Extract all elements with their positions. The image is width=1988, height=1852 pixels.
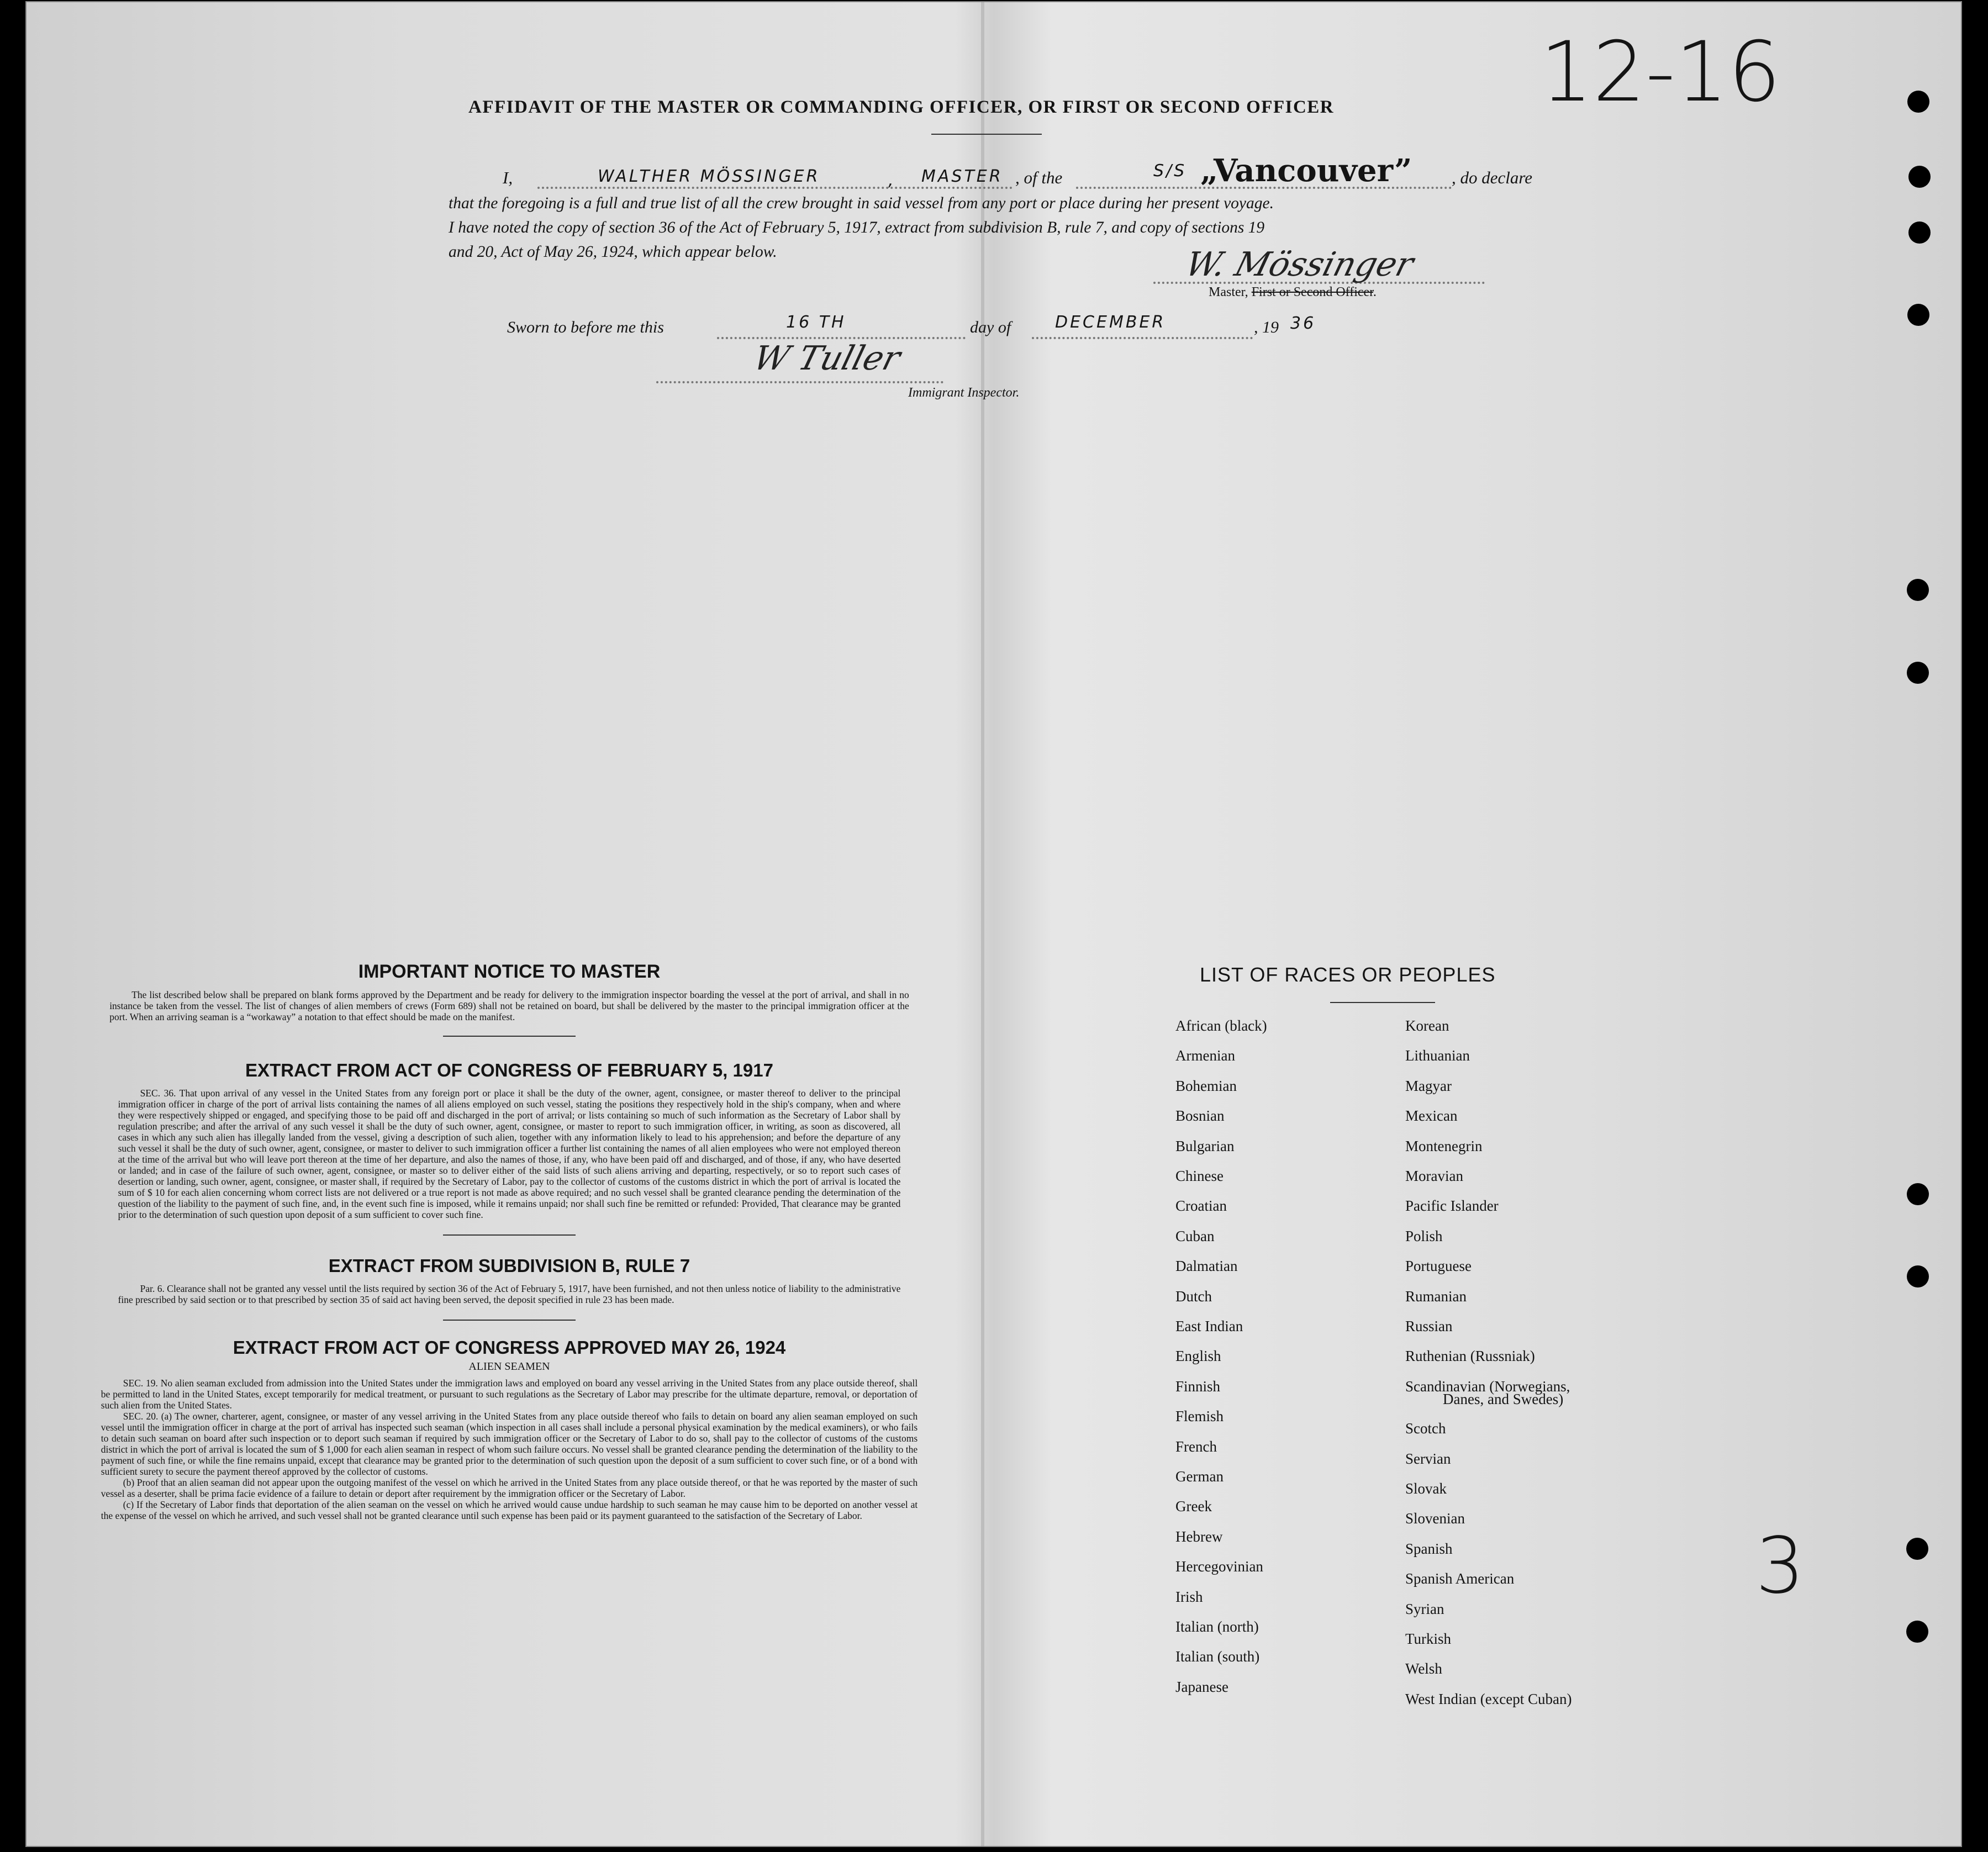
comma: , (888, 171, 896, 190)
declaration-line: and 20, Act of May 26, 1924, which appear below. (449, 243, 777, 261)
declare-label: , do declare (1452, 168, 1533, 187)
punch-hole (1907, 1265, 1929, 1288)
declaration-prefix: I, (503, 168, 513, 187)
of-the-label: , of the (1015, 168, 1063, 187)
master-signature: W. Mössinger (1181, 245, 1418, 284)
race-item: Servian (1405, 1450, 1451, 1467)
race-item: Italian (south) (1175, 1648, 1260, 1665)
extract-1924-title: EXTRACT FROM ACT OF CONGRESS APPROVED MAY 26, 1924 (233, 1337, 786, 1358)
extract-rule7-title: EXTRACT FROM SUBDIVISION B, RULE 7 (328, 1255, 690, 1276)
race-item: Spanish American (1405, 1570, 1515, 1587)
punch-hole (1907, 579, 1929, 601)
day-field: 16 TH (786, 313, 846, 332)
race-item: Lithuanian (1405, 1047, 1470, 1064)
race-item: French (1175, 1438, 1217, 1455)
race-item: Turkish (1405, 1631, 1452, 1647)
divider (443, 1234, 576, 1236)
declaration-line: I have noted the copy of section 36 of the Act of February 5, 1917, extract from subdivision B, rule 7, and copy of sections 19 (449, 219, 1265, 236)
punch-hole (1908, 166, 1931, 188)
race-item: Japanese (1175, 1678, 1228, 1695)
divider (443, 1320, 576, 1321)
race-item: Bulgarian (1175, 1137, 1235, 1154)
inspector-signature-line (656, 381, 943, 383)
race-item: Magyar (1405, 1077, 1452, 1094)
race-item: Croatian (1175, 1197, 1227, 1215)
punch-hole (1907, 304, 1929, 326)
race-item: West Indian (except Cuban) (1405, 1690, 1572, 1707)
extract-1924-sec20b: (b) Proof that an alien seaman did not appear upon the outgoing manifest of the vessel on which he arrived in the United States from any place outside thereof, or that he was reported by the master of such vessel as a deserter, shall be prima facie evidence of a failure to detain or deport after requirement by the immigration officer or the Secretary of Labor. (101, 1477, 918, 1499)
year-field: 36 (1290, 314, 1316, 333)
race-item: German (1175, 1468, 1224, 1485)
race-item: Rumanian (1405, 1288, 1467, 1305)
divider (1330, 1002, 1435, 1003)
race-item: Moravian (1405, 1168, 1463, 1184)
race-item: African (black) (1175, 1017, 1267, 1034)
month-field: DECEMBER (1055, 313, 1166, 332)
race-item: Scotch (1405, 1420, 1446, 1437)
ship-prefix-field: S/S (1153, 161, 1187, 181)
divider (931, 134, 1042, 135)
race-item: Chinese (1175, 1168, 1224, 1184)
race-item: Slovak (1405, 1480, 1447, 1497)
extract-1924-sec20c: (c) If the Secretary of Labor finds that deportation of the alien seaman on the vessel on which he arrived would cause undue hardship to such seaman he may cause him to be deported on another vessel at the expense of the vessel on which he arrived, and such vessel shall not be granted clearance until such expense has been paid or its payment guaranteed to the satisfaction of the Secretary of Labor. (101, 1499, 918, 1521)
master-caption (1209, 285, 1377, 300)
race-item: Russian (1405, 1318, 1453, 1334)
race-item: Pacific Islander (1405, 1197, 1499, 1215)
race-item: Finnish (1175, 1378, 1221, 1395)
extract-1924-subtitle: ALIEN SEAMEN (468, 1360, 550, 1373)
punch-hole (1906, 1538, 1928, 1560)
race-item: Armenian (1175, 1047, 1235, 1064)
punch-hole (1907, 91, 1929, 113)
punch-hole (1908, 221, 1931, 244)
page-number-annotation: 12-16 (1540, 24, 1781, 120)
inspector-signature: W Tuller (749, 339, 905, 378)
punch-hole (1906, 1621, 1928, 1643)
master-name-field: WALTHER MÖSSINGER (598, 167, 820, 186)
race-item: Cuban (1175, 1227, 1215, 1244)
master-caption-prefix: Master, (1209, 285, 1248, 299)
race-item: Italian (north) (1175, 1618, 1259, 1635)
master-caption-suffix: . (1373, 285, 1377, 299)
race-item: Flemish (1175, 1408, 1224, 1425)
punch-hole (1907, 662, 1929, 684)
declaration-line: that the foregoing is a full and true list of all the crew brought in said vessel from any port or place during her present voyage. (449, 194, 1274, 212)
extract-1924-sec19: SEC. 19. No alien seaman excluded from admission into the United States under the immigration laws and employed on board any vessel arriving in the United States from any place outside thereof, shall be permitted to land in the United States, except temporarily for medical treatment, or pursuant to such regulations as the Secretary of Labor may prescribe for the ultimate departure, removal, or deportation of such alien from the United States. (101, 1378, 918, 1411)
extract-rule7-body: Par. 6. Clearance shall not be granted any vessel until the lists required by section 36 of the Act of February 5, 1917, have been furnished, and not then unless notice of liability to the administrative fine prescribed by said section or to that prescribed by section 35 of said act having been served, the deposit specified in rule 23 has been made. (118, 1283, 901, 1305)
race-item: Hebrew (1175, 1528, 1223, 1545)
extract-1924-sec20a: SEC. 20. (a) The owner, charterer, agent, consignee, or master of any vessel arriving in the United States from any place outside thereof who fails to detain on board any alien seaman employed on such vessel until the immigration officer in charge at the port of arrival has inspected such seaman (which inspection in all cases shall include a personal physical examination by the medical examiners), or who fails to detain such seaman on board after such inspection or to deport such seaman if required by such immigration officer or the Secretary of Labor to do so, shall pay to the collector of customs of the customs district in which the port of arrival is located the sum of $ 1,000 for each alien seaman in respect of whom such failure occurs. No vessel shall be granted clearance pending the determination of the liability to the payment of such fine, or while the fine remains unpaid, except that clearance may be granted prior to the determination of such question upon the deposit of a sum sufficient to cover such fine, or of a bond with sufficient surety to secure the payment thereof approved by the collector of customs. (101, 1411, 918, 1477)
race-item: Bohemian (1175, 1077, 1237, 1094)
month-line (1032, 337, 1253, 339)
race-item: Slovenian (1405, 1510, 1465, 1527)
race-item: Portuguese (1405, 1258, 1472, 1275)
extract-1917-title: EXTRACT FROM ACT OF CONGRESS OF FEBRUARY 5, 1917 (245, 1060, 773, 1080)
race-item: Hercegovinian (1175, 1558, 1263, 1575)
affidavit-title: AFFIDAVIT OF THE MASTER OR COMMANDING OFFICER, OR FIRST OR SECOND OFFICER (468, 97, 1335, 117)
extract-1917-body: SEC. 36. That upon arrival of any vessel in the United States from any foreign port or place it shall be the duty of the owner, agent, consignee, or master thereof to deliver to the principal immigration officer in charge of the port of arrival lists containing the names of all aliens employed on such vessel, stating the positions they respectively hold in the ship's company, when and where they were respectively shipped or engaged, and specifying those to be paid off and discharged in the port of arrival; or lists containing so much of such information as the Secretary of Labor shall by regulation prescribe; and after the arrival of any such vessel it shall be the duty of such owner, agent, consignee, or master to report to such immigration officer, in writing, as soon as discovered, all cases in which any such alien has illegally landed from the vessel, giving a description of such alien, together with any information likely to lead to his apprehension; and before the departure of any such vessel it shall be the duty of such owner, agent, consignee, or master to deliver to such immigration officer a further list containing the names of all alien employees who were not employed thereon at the time of the arrival but who will leave port thereon at the time of her departure, and also the names of those, if any, who have been paid off and discharged, and of those, if any, who have deserted or landed; and in case of the failure of such owner, agent, consignee, or master so to deliver either of the said lists of such aliens arriving and departing, respectively, or so to report such cases of desertion or landing, such owner, agent, consignee, or master shall, if required by the Secretary of Labor, pay to the collector of customs of the customs district in which the port of arrival is located the sum of $ 10 for each alien concerning whom correct lists are not delivered or a true report is not made as above required; and no such vessel shall be granted clearance pending the determination of the question of the liability to the payment of such fine, and, in the event such fine is imposed, while it remains unpaid; nor shall such fine be remitted or refunded: Provided, That clearance may be granted prior to the determination of such question upon deposit of a sum sufficient to cover such fine. (118, 1088, 901, 1220)
race-item: Mexican (1405, 1107, 1458, 1125)
races-title: LIST OF RACES OR PEOPLES (1200, 963, 1496, 986)
race-item: Korean (1405, 1017, 1449, 1034)
notice-body: The list described below shall be prepared on blank forms approved by the Department and be ready for delivery to the immigration inspector boarding the vessel at the port of arrival, and shall in no instance be taken from the vessel. The list of changes of alien members of crews (Form 689) shall not be retained on board, but shall be delivered by the master to the principal immigration officer at the port. When an arriving seaman is a “workaway” a notation to that effect should be made on the manifest. (109, 989, 909, 1022)
race-item: Greek (1175, 1498, 1212, 1515)
inspector-caption: Immigrant Inspector. (908, 386, 1020, 400)
legal-notices (84, 961, 935, 1521)
race-item: Polish (1405, 1227, 1443, 1244)
divider (443, 1036, 576, 1037)
master-title-field: MASTER (921, 167, 1003, 186)
race-item: Welsh (1405, 1660, 1442, 1677)
sworn-prefix: Sworn to before me this (507, 318, 664, 336)
fold-line (981, 2, 984, 1847)
race-item: Syrian (1405, 1600, 1444, 1617)
master-caption-struck: First or Second Officer (1251, 285, 1373, 299)
race-item: Scandinavian (Norwegians, (1405, 1378, 1570, 1395)
race-item: Bosnian (1175, 1107, 1225, 1125)
ship-name-field: „Vancouver” (1200, 152, 1412, 189)
race-item: Dutch (1175, 1288, 1212, 1305)
race-item: Dalmatian (1175, 1258, 1238, 1275)
page-number-annotation: 3 (1755, 1521, 1805, 1611)
master-name-line (537, 187, 1013, 189)
race-item: Spanish (1405, 1540, 1453, 1557)
day-of-label: day of (970, 318, 1011, 336)
race-item: East Indian (1175, 1318, 1243, 1334)
year-prefix: , 19 (1254, 318, 1279, 336)
document-page (25, 1, 1962, 1847)
punch-hole (1907, 1183, 1929, 1205)
race-item: Montenegrin (1405, 1137, 1483, 1154)
race-item: English (1175, 1348, 1221, 1365)
race-item: Ruthenian (Russniak) (1405, 1348, 1535, 1365)
race-item: Irish (1175, 1588, 1203, 1605)
notice-title: IMPORTANT NOTICE TO MASTER (358, 961, 661, 982)
race-item-continuation: Danes, and Swedes) (1443, 1391, 1564, 1407)
